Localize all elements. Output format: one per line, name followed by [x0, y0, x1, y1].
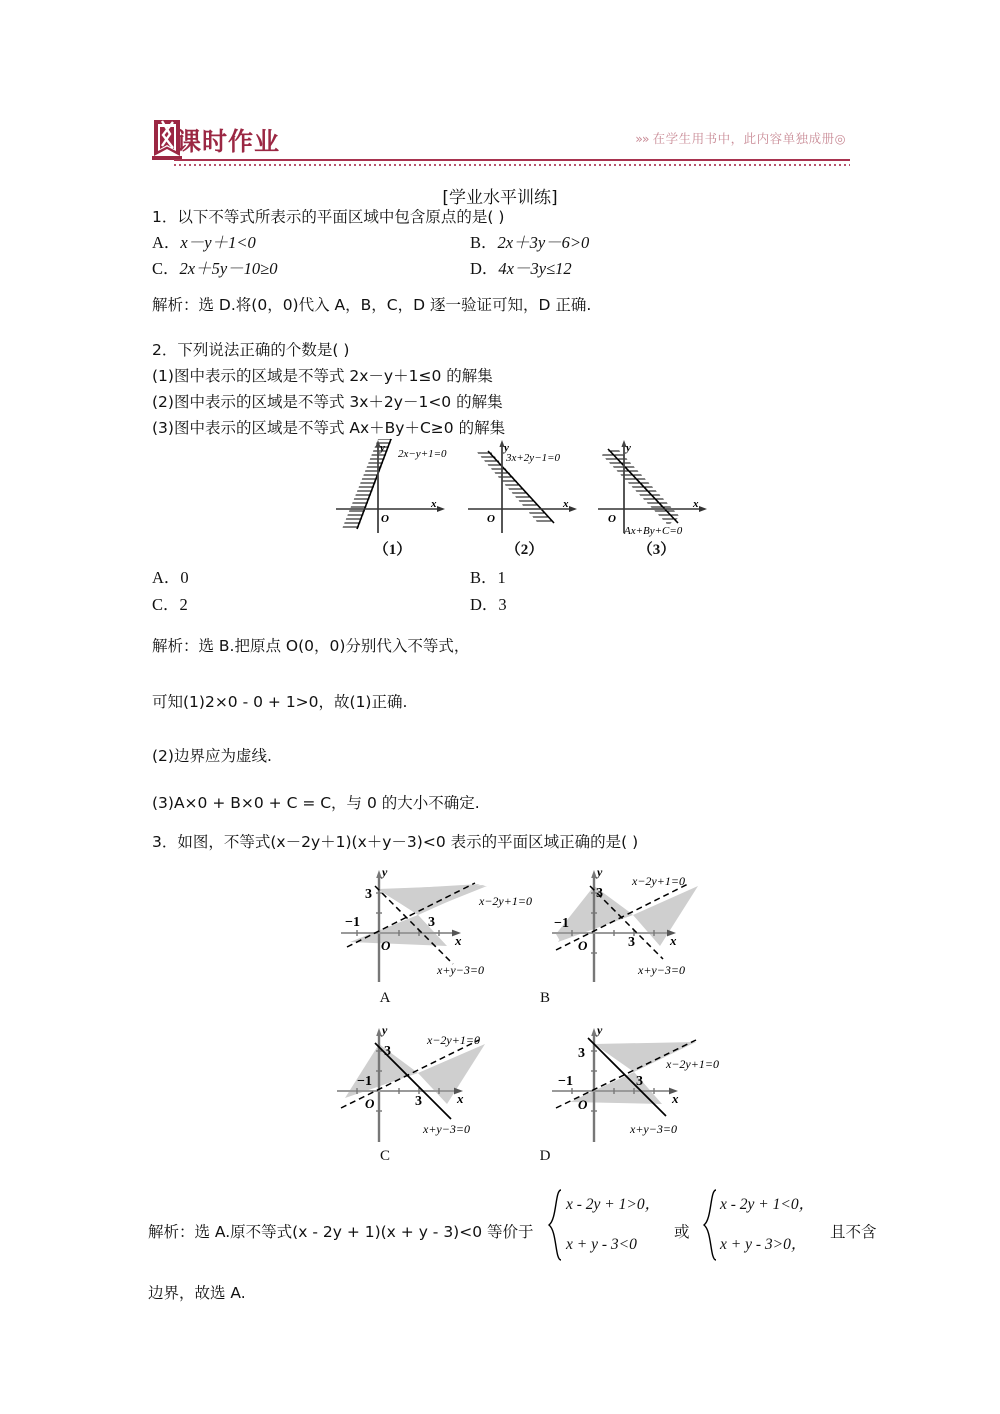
svg-text:3: 3	[596, 886, 603, 901]
svg-text:3: 3	[628, 935, 635, 950]
system-2-line-2: x + y - 3>0，	[720, 1236, 807, 1253]
option-key: A．	[152, 233, 181, 252]
svg-text:x−2y+1=0: x−2y+1=0	[632, 874, 685, 888]
option-key: B．	[470, 233, 498, 252]
question-2-option-b	[470, 567, 506, 590]
page-header	[150, 118, 850, 170]
svg-text:O: O	[487, 513, 495, 525]
svg-text:y: y	[382, 1023, 388, 1037]
system-2	[720, 1192, 814, 1258]
question-2-option-a	[152, 567, 189, 590]
header-note-chevrons: »»	[635, 131, 649, 146]
header-title: 课时作业	[176, 127, 281, 156]
svg-text:3x+2y−1=0: 3x+2y−1=0	[506, 452, 561, 464]
svg-text:x+y−3=0: x+y−3=0	[437, 963, 484, 977]
question-3-solution-prefix: 解析：选 A.原不等式(x - 2y + 1)(x + y - 3)<0 等价于	[148, 1223, 534, 1241]
question-1-option-d	[470, 258, 572, 281]
svg-text:y: y	[597, 865, 603, 879]
question-2-option-c	[152, 594, 188, 617]
option-text: 2x＋3y－6>0	[497, 233, 590, 252]
question-1-option-a	[152, 232, 256, 255]
question-1-option-b	[470, 232, 589, 255]
question-3-figure-b	[539, 862, 800, 1012]
svg-text:O: O	[578, 1097, 588, 1112]
svg-text:3: 3	[636, 1074, 643, 1089]
header-note	[635, 129, 846, 147]
option-text: 0	[180, 568, 189, 587]
question-2-statement-3: (3)图中表示的区域是不等式 Ax＋By＋C≥0 的解集	[152, 419, 506, 437]
svg-text:−1: −1	[345, 915, 360, 930]
question-2-solution-line-2: 可知(1)2×0 - 0 + 1>0，故(1)正确.	[152, 693, 408, 711]
svg-text:y: y	[626, 442, 631, 454]
option-text: 3	[498, 595, 507, 614]
svg-text:y: y	[380, 442, 385, 454]
option-key: D．	[470, 259, 499, 278]
svg-text:x+y−3=0: x+y−3=0	[423, 1122, 470, 1136]
question-1-solution: 解析：选 D.将(0，0)代入 A，B，C，D 逐一验证可知，D 正确.	[152, 296, 592, 314]
svg-text:−1: −1	[558, 1074, 573, 1089]
question-3-figure-d-caption: D	[539, 1148, 551, 1164]
question-3-solution-tail: 且不含	[830, 1223, 877, 1241]
question-2-stem: 2．下列说法正确的个数是( )	[152, 341, 350, 359]
header-rule-dotted	[174, 164, 850, 166]
question-3-figure-c-caption: C	[379, 1148, 390, 1164]
svg-text:x−2y+1=0: x−2y+1=0	[479, 894, 532, 908]
question-1-option-c	[152, 258, 277, 281]
svg-text:x: x	[457, 1091, 464, 1106]
option-text: 4x－3y≤12	[498, 259, 572, 278]
question-2-figure-3	[594, 437, 719, 558]
option-key: A．	[152, 568, 181, 587]
question-2-figure-group	[330, 437, 720, 567]
question-2-solution-line-1: 解析：选 B.把原点 O(0，0)分别代入不等式，	[152, 637, 470, 655]
option-text: 2x＋5y－10≥0	[179, 259, 278, 278]
svg-text:2x−y+1=0: 2x−y+1=0	[398, 448, 447, 460]
option-key: C．	[152, 259, 180, 278]
header-rule	[174, 159, 850, 161]
system-conjunction: 或	[674, 1223, 690, 1241]
option-key: B．	[470, 568, 498, 587]
question-2-solution-line-4: (3)A×0 + B×0 + C = C，与 0 的大小不确定.	[152, 794, 480, 812]
question-3-figure-b-caption: B	[539, 990, 550, 1006]
svg-text:O: O	[608, 513, 616, 525]
svg-text:x: x	[431, 498, 437, 510]
option-text: 2	[179, 595, 188, 614]
question-2-figure-1-caption: （1）	[373, 542, 412, 558]
question-3-solution-last: 边界，故选 A.	[148, 1284, 246, 1302]
system-1	[566, 1192, 660, 1258]
question-3-figure-d	[539, 1018, 800, 1168]
system-1-line-2: x + y - 3<0	[566, 1236, 637, 1253]
svg-text:x: x	[670, 933, 677, 948]
svg-text:−1: −1	[554, 916, 569, 931]
header-note-text: 在学生用书中，此内容单独成册	[652, 131, 835, 146]
svg-text:x−2y+1=0: x−2y+1=0	[427, 1033, 480, 1047]
svg-text:x: x	[455, 933, 462, 948]
question-2-figure-2-caption: （2）	[505, 542, 544, 558]
svg-text:x−2y+1=0: x−2y+1=0	[666, 1057, 719, 1071]
svg-text:O: O	[381, 513, 389, 525]
system-2-line-1: x - 2y + 1<0，	[720, 1196, 815, 1213]
svg-text:x+y−3=0: x+y−3=0	[638, 963, 685, 977]
svg-text:−1: −1	[357, 1074, 372, 1089]
question-2-option-d	[470, 594, 507, 617]
svg-text:3: 3	[384, 1044, 391, 1059]
svg-text:y: y	[597, 1023, 603, 1037]
svg-text:y: y	[504, 442, 509, 454]
question-3-figure-c	[335, 1018, 585, 1168]
svg-text:3: 3	[578, 1046, 585, 1061]
question-2-statement-1: (1)图中表示的区域是不等式 2x－y＋1≤0 的解集	[152, 367, 493, 385]
svg-text:Ax+By+C=0: Ax+By+C=0	[624, 525, 683, 537]
system-1-line-1: x - 2y + 1>0，	[566, 1196, 661, 1213]
question-3-figure-a-caption: A	[379, 990, 391, 1006]
header-note-suffix: ◎	[834, 131, 846, 146]
svg-text:3: 3	[365, 887, 372, 902]
question-2-figure-1	[330, 437, 455, 558]
svg-text:x: x	[563, 498, 569, 510]
svg-text:x: x	[693, 498, 699, 510]
option-key: C．	[152, 595, 180, 614]
svg-text:y: y	[382, 865, 388, 879]
svg-text:O: O	[365, 1096, 375, 1111]
option-text: x－y＋1<0	[180, 233, 256, 252]
svg-text:O: O	[578, 938, 588, 953]
question-3-stem: 3．如图，不等式(x－2y＋1)(x＋y－3)<0 表示的平面区域正确的是( )	[152, 833, 639, 851]
option-text: 1	[497, 568, 506, 587]
question-2-figure-3-caption: （3）	[637, 542, 676, 558]
option-key: D．	[470, 595, 499, 614]
question-1-stem: 1．以下不等式所表示的平面区域中包含原点的是( )	[152, 208, 505, 226]
svg-text:x: x	[672, 1091, 679, 1106]
question-2-statement-2: (2)图中表示的区域是不等式 3x＋2y－1<0 的解集	[152, 393, 503, 411]
question-2-solution-line-3: (2)边界应为虚线.	[152, 747, 272, 765]
svg-text:O: O	[381, 938, 391, 953]
section-title: [学业水平训练]	[442, 188, 558, 208]
svg-text:3: 3	[415, 1094, 422, 1109]
svg-text:x+y−3=0: x+y−3=0	[630, 1122, 677, 1136]
question-2-figure-2	[462, 437, 587, 558]
svg-text:3: 3	[428, 915, 435, 930]
